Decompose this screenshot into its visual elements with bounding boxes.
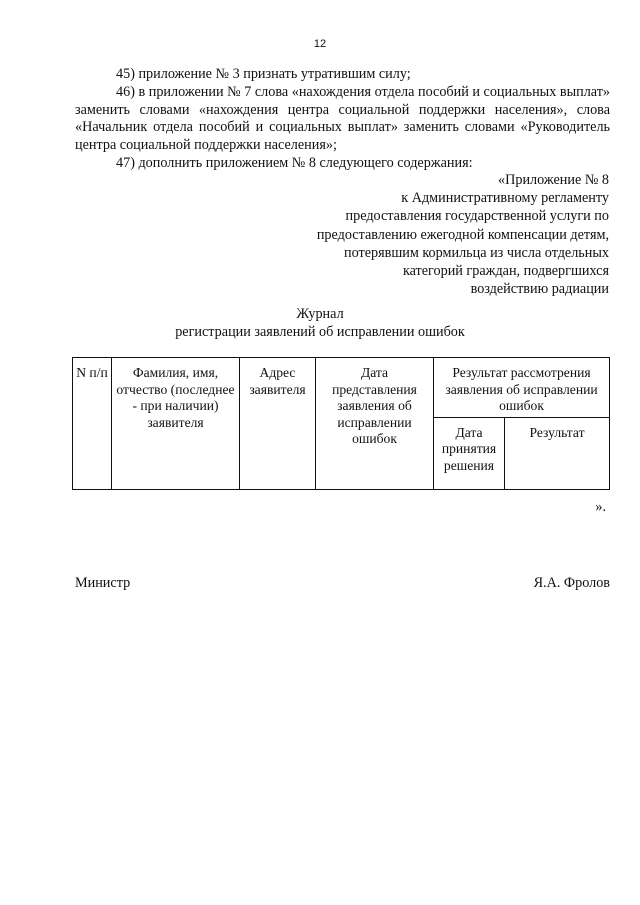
- paragraph-47: 47) дополнить приложением № 8 следующего содержания:: [116, 154, 473, 171]
- page-number: 12: [313, 38, 327, 50]
- header-address: Адрес заявителя: [240, 358, 316, 490]
- signature-name: Я.А. Фролов: [533, 575, 610, 591]
- appendix-header-line: предоставлению ежегодной компенсации детям,: [316, 226, 609, 243]
- journal-title-block: [0, 305, 640, 341]
- journal-title: Журнал: [296, 306, 344, 322]
- table-header-row: [73, 358, 610, 418]
- header-decision-date: Дата принятия решения: [434, 417, 505, 489]
- journal-subtitle: регистрации заявлений об исправлении ошибок: [175, 324, 465, 340]
- closing-quote: ».: [595, 499, 606, 515]
- paragraph-45: 45) приложение № 3 признать утратившим силу;: [116, 66, 411, 82]
- appendix-header: [209, 171, 609, 298]
- appendix-header-line: воздействию радиации: [470, 281, 609, 298]
- signature-position: Министр: [75, 575, 131, 591]
- appendix-header-line: категорий граждан, подвергшихся: [402, 263, 609, 280]
- paragraph-46: 46) в приложении № 7 слова «нахождения отдела пособий и социальных выплат» заменить словами «нахождения центра социальной поддержки населения», слова «Начальник отдела пособий и социальных выплат» заменить словами «Руководитель центра социальной поддержки населения»;: [75, 83, 610, 154]
- appendix-header-line: «Приложение № 8: [498, 172, 609, 188]
- journal-table: [72, 357, 610, 490]
- header-result-group: Результат рассмотрения заявления об исправлении ошибок: [434, 358, 610, 418]
- appendix-header-line: предоставления государственной услуги по: [345, 208, 609, 225]
- appendix-header-line: потерявшим кормильца из числа отдельных: [344, 244, 609, 261]
- header-date-submitted: Дата представления заявления об исправлении ошибок: [316, 358, 434, 490]
- appendix-header-line: к Административному регламенту: [401, 190, 609, 207]
- header-name: Фамилия, имя, отчество (последнее - при наличии) заявителя: [112, 358, 240, 490]
- header-num: N п/п: [73, 358, 112, 490]
- header-result: Результат: [505, 417, 610, 489]
- body-text: [75, 66, 610, 173]
